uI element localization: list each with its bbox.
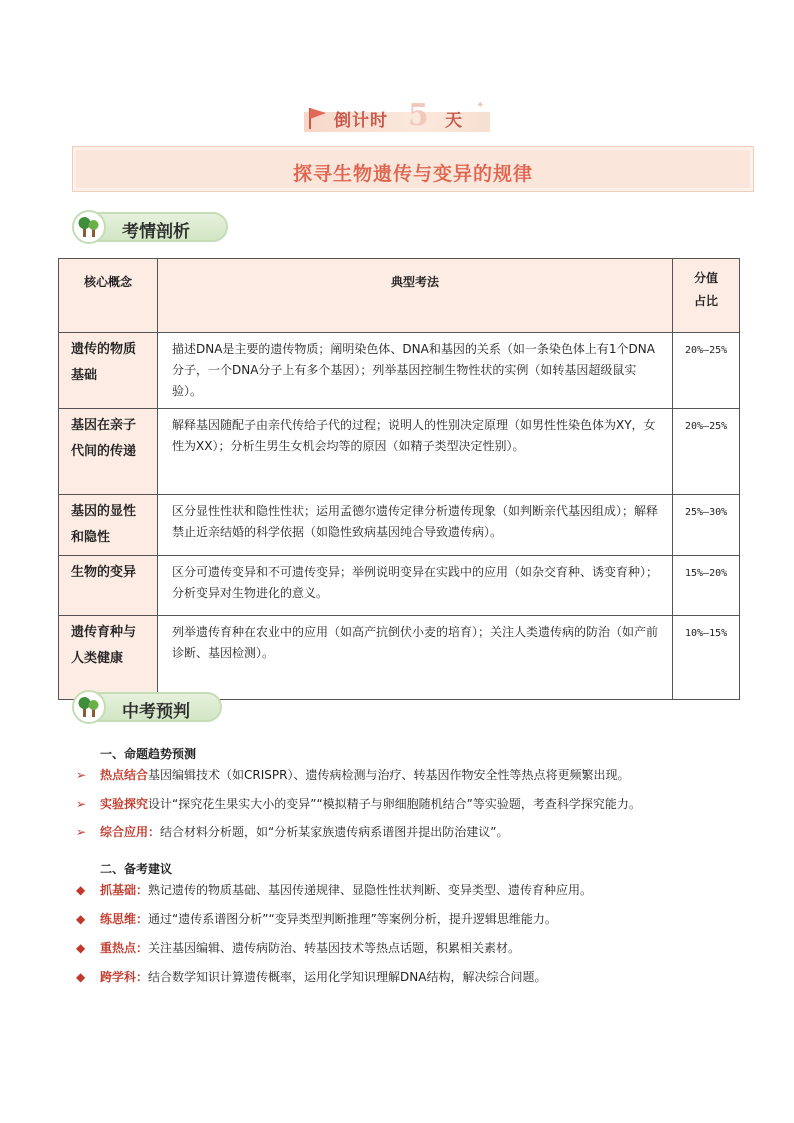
item-key: 练思维： [100, 912, 149, 926]
score-cell: 25%—30% [673, 495, 740, 556]
page-title: 探寻生物遗传与变异的规律 [292, 163, 533, 185]
title-box [72, 146, 754, 192]
table-header-row [59, 259, 740, 333]
concept-cell: 遗传育种与人类健康 [59, 616, 158, 700]
arrow-bullet-icon: ➢ [76, 797, 87, 811]
concept-cell: 遗传的物质基础 [59, 333, 158, 409]
score-cell: 15%—20% [673, 556, 740, 616]
item-text: 基因编辑技术（如CRISPR）、遗传病检测与治疗、转基因作物安全性等热点将更频繁出现。 [148, 768, 630, 782]
method-cell: 列举遗传育种在农业中的应用（如高产抗倒伏小麦的培育）；关注人类遗传病的防治（如产前诊断、基因检测）。 [158, 616, 673, 700]
item-text: 结合数学知识计算遗传概率，运用化学知识理解DNA结构，解决综合问题。 [148, 970, 547, 984]
countdown-number: 5 [408, 98, 429, 133]
score-cell: 20%—25% [673, 409, 740, 495]
concept-cell: 基因的显性和隐性 [59, 495, 158, 556]
section-badge-analysis [72, 210, 228, 244]
item-text: 熟记遗传的物质基础、基因传递规律、显隐性性状判断、变异类型、遗传育种应用。 [148, 883, 593, 897]
header-method: 典型考法 [158, 259, 673, 333]
item-key: 实验探究 [100, 797, 149, 811]
item-key: 综合应用： [100, 825, 161, 839]
section-title-prediction: 中考预判 [122, 702, 190, 722]
list-item [76, 823, 508, 840]
item-key: 跨学科： [100, 970, 149, 984]
diamond-bullet-icon: ◆ [76, 941, 86, 955]
flag-icon [306, 104, 328, 130]
countdown-banner [304, 100, 490, 136]
list-item [76, 881, 592, 898]
list-item [76, 910, 557, 927]
item-key: 抓基础： [100, 883, 149, 897]
diamond-bullet-icon: ◆ [76, 883, 86, 897]
list-item [76, 939, 520, 956]
item-text: 通过“遗传系谱图分析”“变异类型判断推理”等案例分析，提升逻辑思维能力。 [148, 912, 557, 926]
trend-heading: 一、命题趋势预测 [100, 747, 197, 761]
list-item [76, 795, 641, 812]
arrow-bullet-icon: ➢ [76, 825, 87, 839]
countdown-prefix: 倒计时 [334, 111, 388, 131]
arrow-bullet-icon: ➢ [76, 768, 87, 782]
diamond-bullet-icon: ◆ [76, 970, 86, 984]
concept-cell: 基因在亲子代间的传递 [59, 409, 158, 495]
item-text: 结合材料分析题，如“分析某家族遗传病系谱图并提出防治建议”。 [160, 825, 509, 839]
table-row [59, 495, 740, 556]
tree-icon [72, 690, 106, 724]
list-item [76, 766, 629, 783]
section-badge-prediction [72, 690, 222, 724]
section-title-analysis: 考情剖析 [122, 222, 190, 242]
item-text: 关注基因编辑、遗传病防治、转基因技术等热点话题，积累相关素材。 [148, 941, 521, 955]
exam-analysis-table [58, 258, 740, 700]
table-row [59, 556, 740, 616]
method-cell: 解释基因随配子由亲代传给子代的过程；说明人的性别决定原理（如男性性染色体为XY，女性为XX）；分析生男生女机会均等的原因（如精子类型决定性别）。 [158, 409, 673, 495]
item-key: 重热点： [100, 941, 149, 955]
item-key: 热点结合 [100, 768, 149, 782]
header-concept: 核心概念 [59, 259, 158, 333]
countdown-ribbon [304, 112, 490, 132]
sparkle-icon: ✦ [476, 100, 485, 111]
list-item [76, 968, 546, 985]
method-cell: 区分可遗传变异和不可遗传变异；举例说明变异在实践中的应用（如杂交育种、诱变育种）；分析变异对生物进化的意义。 [158, 556, 673, 616]
table-row [59, 409, 740, 495]
score-cell: 20%—25% [673, 333, 740, 409]
table-row [59, 333, 740, 409]
tree-icon [72, 210, 106, 244]
diamond-bullet-icon: ◆ [76, 912, 86, 926]
concept-cell: 生物的变异 [59, 556, 158, 616]
header-score: 分值 占比 [673, 259, 740, 333]
score-cell: 10%—15% [673, 616, 740, 700]
table-row [59, 616, 740, 700]
item-text: 设计“探究花生果实大小的变异”“模拟精子与卵细胞随机结合”等实验题，考查科学探究能力。 [148, 797, 641, 811]
advice-heading: 二、备考建议 [100, 862, 173, 876]
method-cell: 区分显性性状和隐性性状；运用孟德尔遗传定律分析遗传现象（如判断亲代基因组成）；解释禁止近亲结婚的科学依据（如隐性致病基因纯合导致遗传病）。 [158, 495, 673, 556]
countdown-suffix: 天 [445, 111, 462, 131]
method-cell: 描述DNA是主要的遗传物质；阐明染色体、DNA和基因的关系（如一条染色体上有1个DNA分子，一个DNA分子上有多个基因）；列举基因控制生物性状的实例（如转基因超级鼠实验）。 [158, 333, 673, 409]
